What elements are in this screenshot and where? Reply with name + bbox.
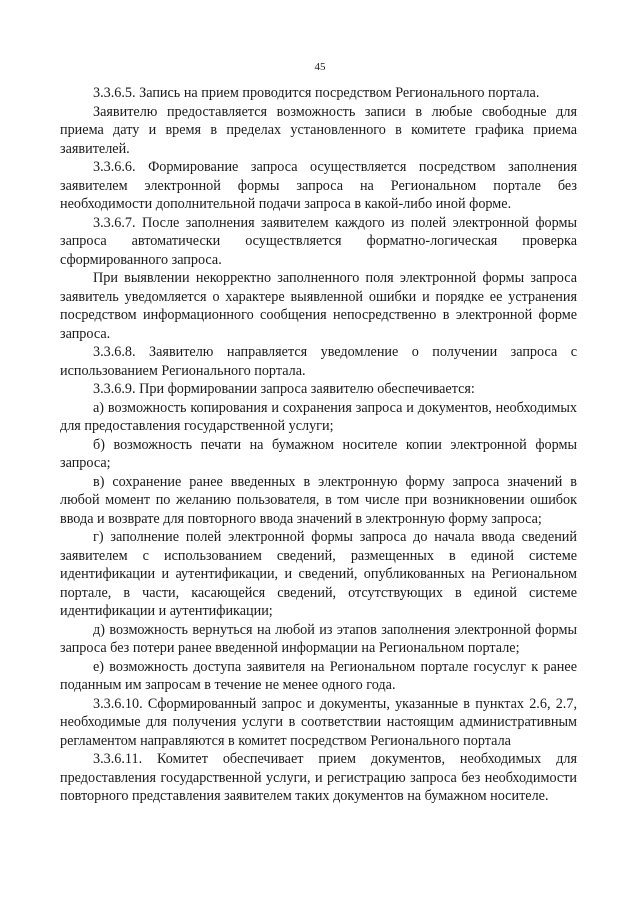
paragraph-3-3-6-9: 3.3.6.9. При формировании запроса заявителю обеспечивается: <box>93 381 475 397</box>
paragraph-3-3-6-11: 3.3.6.11. Комитет обеспечивает прием документов, необходимых для предоставления государственной услуги, и регистрацию запроса без необходимости повторного представления заявителем таких документов на бумажном носителе. <box>60 751 577 804</box>
paragraph-3-3-6-5: 3.3.6.5. Запись на прием проводится посредством Регионального портала. <box>93 85 540 101</box>
list-item-v: в) сохранение ранее введенных в электронную форму запроса значений в любой момент по желанию пользователя, в том числе при возникновении ошибок ввода и возврате для повторного ввода значений в электронную форму запроса; <box>60 473 577 527</box>
list-item-a: а) возможность копирования и сохранения запроса и документов, необходимых для предоставления государственной услуги; <box>60 399 577 434</box>
paragraph-error-notice: При выявлении некорректно заполненного поля электронной формы запроса заявитель уведомляется о характере выявленной ошибки и порядке ее устранения посредством информационного сообщения непосредственно в электронной форме запроса. <box>60 270 577 342</box>
list-item-d: д) возможность вернуться на любой из этапов заполнения электронной формы запроса без потери ранее введенной информации на Региональном портале; <box>60 621 577 656</box>
list-item-g: г) заполнение полей электронной формы запроса до начала ввода сведений заявителем с использованием сведений, размещенных в единой системе идентификации и аутентификации, и сведений, опубликованных на Региональном портале, в части, касающейся сведений, отсутствующих в единой системе идентификации и аутентификации; <box>60 529 577 619</box>
paragraph-3-3-6-10: 3.3.6.10. Сформированный запрос и документы, указанные в пунктах 2.6, 2.7, необходимые для получения услуги в соответствии настоящим административным регламентом направляются в комитет посредством Регионального портала <box>60 695 577 749</box>
document-body <box>60 84 577 806</box>
page-number: 45 <box>314 61 326 73</box>
paragraph-3-3-6-7: 3.3.6.7. После заполнения заявителем каждого из полей электронной формы запроса автоматически осуществляется форматно-логическая проверка сформированного запроса. <box>60 214 577 268</box>
list-item-e: е) возможность доступа заявителя на Региональном портале госуслуг к ранее поданным им запросам в течение не менее одного года. <box>60 658 577 693</box>
paragraph-record-option: Заявителю предоставляется возможность записи в любые свободные для приема дату и время в пределах установленного в комитете графика приема заявителей. <box>60 103 577 157</box>
list-item-b: б) возможность печати на бумажном носителе копии электронной формы запроса; <box>60 436 577 471</box>
paragraph-3-3-6-6: 3.3.6.6. Формирование запроса осуществляется посредством заполнения заявителем электронной формы запроса на Региональном портале без необходимости дополнительной подачи запроса в какой-либо иной форме. <box>60 159 577 212</box>
paragraph-3-3-6-8: 3.3.6.8. Заявителю направляется уведомление о получении запроса с использованием Регионального портала. <box>60 344 577 379</box>
